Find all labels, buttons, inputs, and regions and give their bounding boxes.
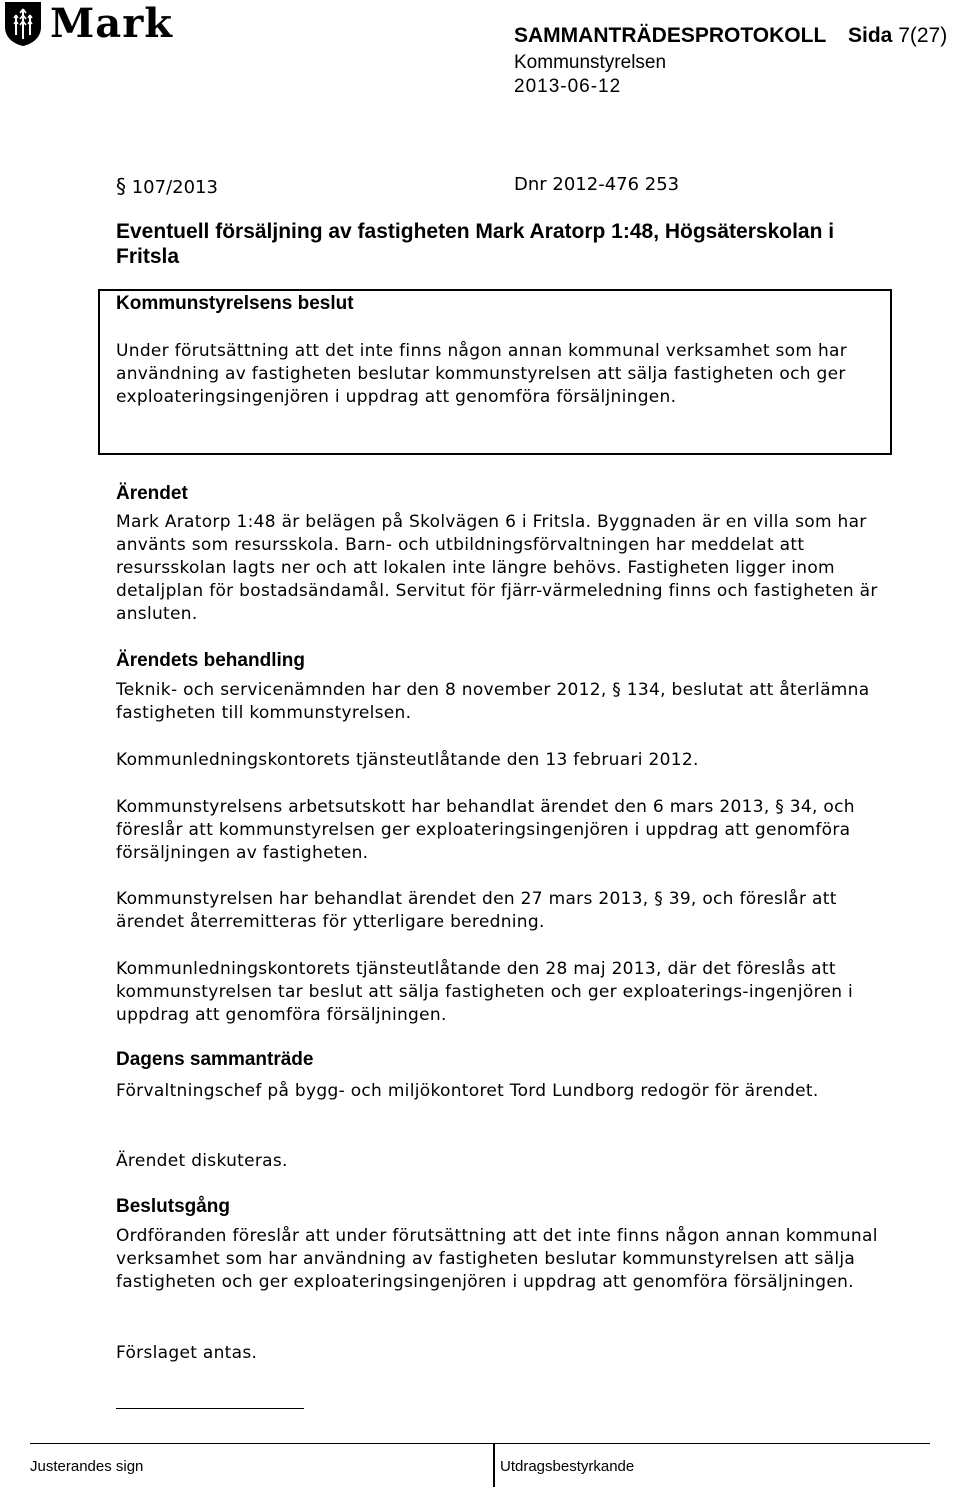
sammantrade-paragraph-1: Förvaltningschef på bygg- och miljökontoret Tord Lundborg redogör för ärendet. bbox=[116, 1081, 819, 1101]
meeting-date: 2013-06-12 bbox=[514, 76, 622, 97]
page-label: Sida bbox=[848, 24, 893, 47]
case-number-row bbox=[116, 174, 218, 198]
case-number: 107/2013 bbox=[131, 177, 218, 198]
beslutsgang-heading: Beslutsgång bbox=[116, 1196, 231, 1217]
decision-text: Under förutsättning att det inte finns någon annan kommunal verksamhet som har användning av fastigheten beslutar kommunstyrelsen att sälja fastigheten och ger exploateringsingenjören i uppdrag att genomföra försäljningen. bbox=[116, 341, 848, 407]
signature-rule bbox=[116, 1408, 304, 1409]
justerandes-sign-label: Justerandes sign bbox=[30, 1458, 144, 1475]
page-number: 7(27) bbox=[898, 24, 948, 47]
behandling-paragraph-4: Kommunstyrelsen har behandlat ärendet den 27 mars 2013, § 39, och föreslår att ärendet återremitteras för ytterligare beredning. bbox=[116, 889, 837, 932]
behandling-paragraph-2: Kommunledningskontorets tjänsteutlåtande den 13 februari 2012. bbox=[116, 750, 699, 770]
utdragsbestyrkande-label: Utdragsbestyrkande bbox=[500, 1458, 635, 1475]
behandling-paragraph-1: Teknik- och servicenämnden har den 8 november 2012, § 134, beslutat att återlämna fastigheten till kommunstyrelsen. bbox=[116, 680, 870, 723]
beslutsgang-paragraph-1: Ordföranden föreslår att under förutsättning att det inte finns någon annan kommunal verksamhet som har användning av fastigheten beslutar kommunstyrelsen att sälja fastigheten och ger exploateringsingenjören i uppdrag att genomföra försäljningen. bbox=[116, 1226, 878, 1292]
footer-divider bbox=[493, 1443, 495, 1487]
case-title: Eventuell försäljning av fastigheten Mark Aratorp 1:48, Högsäterskolan i Fritsla bbox=[116, 220, 835, 268]
behandling-heading: Ärendets behandling bbox=[116, 650, 305, 671]
sammantrade-paragraph-2: Ärendet diskuteras. bbox=[116, 1151, 288, 1171]
sammantrade-heading: Dagens sammanträde bbox=[116, 1049, 314, 1070]
behandling-paragraph-3: Kommunstyrelsens arbetsutskott har behandlat ärendet den 6 mars 2013, § 34, och föreslår att kommunstyrelsen ger exploateringsingenjören i uppdrag att genomföra försäljningen av fastigheten. bbox=[116, 797, 855, 863]
committee-name: Kommunstyrelsen bbox=[514, 52, 667, 73]
document-type: SAMMANTRÄDESPROTOKOLL bbox=[514, 24, 827, 47]
page-indicator bbox=[848, 24, 947, 48]
behandling-paragraph-5: Kommunledningskontorets tjänsteutlåtande den 28 maj 2013, där det föreslås att kommunstyrelsen tar beslut att sälja fastigheten och ger exploaterings-ingenjören i uppdrag att genomföra försäljningen. bbox=[116, 959, 854, 1025]
section-symbol: § bbox=[116, 174, 126, 198]
arendet-text: Mark Aratorp 1:48 är belägen på Skolvägen 6 i Fritsla. Byggnaden är en villa som har använts som resursskola. Barn- och utbildningsförvaltningen har meddelat att resursskolan lagts ner och att lokalen inte längre behövs. Fastigheten ligger inom detaljplan för bostadsändamål. Servitut för fjärr-värmeledning finns och fastigheten är ansluten. bbox=[116, 512, 878, 624]
municipality-logo bbox=[0, 0, 173, 48]
logo-text: Mark bbox=[50, 0, 173, 47]
footer-rule bbox=[30, 1443, 930, 1444]
decision-heading: Kommunstyrelsens beslut bbox=[116, 293, 354, 314]
arendet-heading: Ärendet bbox=[116, 483, 188, 504]
beslutsgang-paragraph-2: Förslaget antas. bbox=[116, 1343, 258, 1363]
dnr: Dnr 2012-476 253 bbox=[514, 174, 680, 195]
coat-of-arms-icon bbox=[4, 1, 42, 47]
